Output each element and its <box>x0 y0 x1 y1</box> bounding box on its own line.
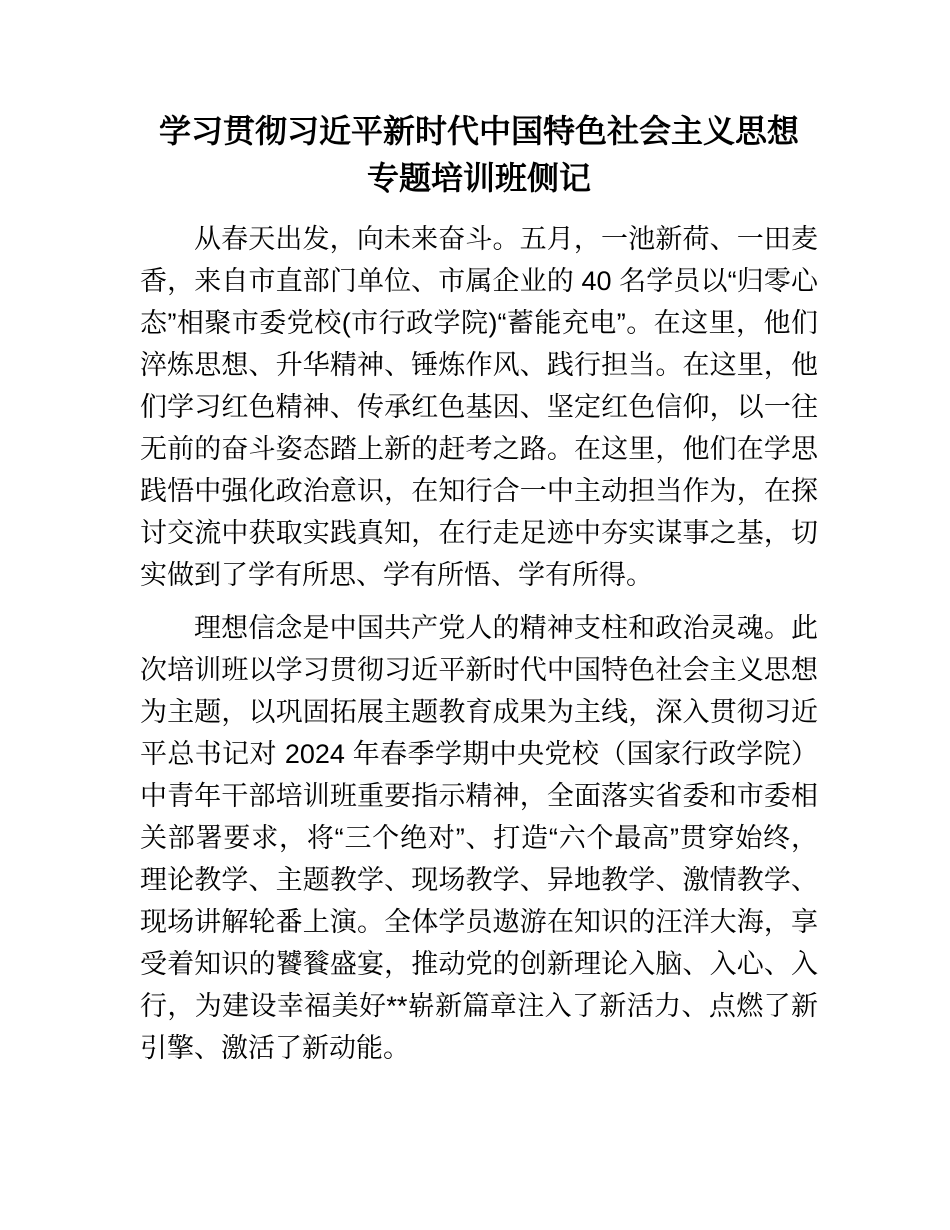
document-title-line-2: 专题培训班侧记 <box>366 160 591 196</box>
paragraph-1: 从春天出发，向未来奋斗。五月，一池新荷、一田麦香，来自市直部门单位、市属企业的 40 名学员以“归零心态”相聚市委党校(市行政学院)“蓄能充电”。在这里，他们淬炼思想、升华精神、锤炼作风、践行担当。在这里，他们学习红色精神、传承红色基因、坚定红色信仰，以一往无前的奋斗姿态踏上新的赶考之路。在这里，他们在学思践悟中强化政治意识，在知行合一中主动担当作为，在探讨交流中获取实践真知，在行走足迹中夯实谋事之基，切实做到了学有所思、学有所悟、学有所得。 <box>140 224 818 590</box>
paragraph-2: 理想信念是中国共产党人的精神支柱和政治灵魂。此次培训班以学习贯彻习近平新时代中国特色社会主义思想为主题，以巩固拓展主题教育成果为主线，深入贯彻习近平总书记对 2024 年春季学期中央党校（国家行政学院）中青年干部培训班重要指示精神，全面落实省委和市委相关部署要求，将“三个绝对”、打造“六个最高”贯穿始终，理论教学、主题教学、现场教学、异地教学、激情教学、现场讲解轮番上演。全体学员遨游在知识的汪洋大海，享受着知识的饕餮盛宴，推动党的创新理论入脑、入心、入行，为建设幸福美好**崭新篇章注入了新活力、点燃了新引擎、激活了新动能。 <box>140 613 818 1063</box>
document-title-line-1: 学习贯彻习近平新时代中国特色社会主义思想 <box>158 113 799 149</box>
document-title <box>140 108 818 202</box>
